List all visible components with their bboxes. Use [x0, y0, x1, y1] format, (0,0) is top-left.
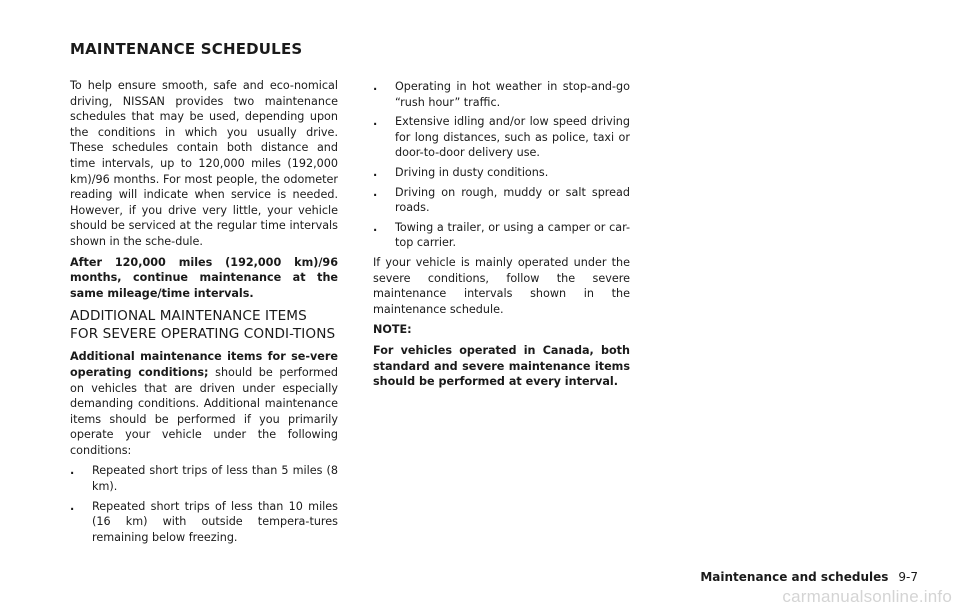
right-column: [373, 79, 630, 395]
severe-conditions-paragraph: If your vehicle is mainly operated under the severe conditions, follow the severe maintenance intervals shown in the maintenance schedule.: [373, 255, 630, 316]
note-text: For vehicles operated in Canada, both standard and severe maintenance items should be performed at every interval.: [373, 343, 630, 389]
additional-items-paragraph: [70, 349, 338, 458]
bullet-dot: .: [373, 185, 378, 199]
additional-items-text: should be performed on vehicles that are driven under especially demanding conditions. Additional maintenance items should be performed if you primarily operate your vehicle under the following conditions:: [70, 365, 338, 457]
section-subheading: ADDITIONAL MAINTENANCE ITEMS FOR SEVERE OPERATING CONDI-TIONS: [70, 308, 336, 343]
list-item-text: Towing a trailer, or using a camper or car-top carrier.: [395, 220, 630, 250]
list-item: [70, 463, 338, 494]
intro-paragraph: To help ensure smooth, safe and eco-nomical driving, NISSAN provides two maintenance schedules that may be used, depending upon the conditions in which you usually drive. These schedules contain both distance and time intervals, up to 120,000 miles (192,000 km)/96 months. For most people, the odometer reading will indicate when service is needed. However, if you drive very little, your vehicle should be serviced at the regular time intervals shown in the sche-dule.: [70, 79, 338, 248]
list-item: [373, 114, 630, 161]
bullet-dot: .: [373, 115, 378, 129]
bullet-dot: .: [373, 220, 378, 234]
list-item-text: Extensive idling and/or low speed driving for long distances, such as police, taxi or door-to-door delivery use.: [395, 115, 630, 160]
list-item-text: Driving in dusty conditions.: [395, 165, 549, 179]
list-item-text: Repeated short trips of less than 10 miles (16 km) with outside tempera-tures remaining below freezing.: [92, 499, 338, 544]
right-bullet-list: [373, 79, 630, 251]
list-item: [373, 165, 630, 181]
list-item-text: Operating in hot weather in stop-and-go “rush hour” traffic.: [395, 80, 630, 109]
page-title: MAINTENANCE SCHEDULES: [70, 40, 303, 58]
left-bullet-list: [70, 463, 338, 545]
note-label: NOTE:: [373, 323, 412, 337]
list-item-text: Driving on rough, muddy or salt spread roads.: [395, 185, 630, 215]
list-item: [373, 79, 630, 110]
bullet-dot: .: [70, 464, 75, 478]
list-item: [70, 499, 338, 546]
bullet-dot: .: [70, 499, 75, 513]
bullet-dot: .: [373, 80, 378, 93]
list-item: [373, 185, 630, 216]
list-item-text: Repeated short trips of less than 5 miles (8 km).: [92, 464, 338, 494]
page-footer: [700, 570, 918, 584]
after-mileage-note: After 120,000 miles (192,000 km)/96 months, continue maintenance at the same mileage/time intervals.: [70, 255, 338, 300]
additional-items-lead: Additional maintenance items for se-vere operating conditions;: [70, 350, 338, 379]
footer-section-title: Maintenance and schedules: [700, 570, 889, 584]
left-column: [70, 78, 338, 549]
page-number: 9-7: [898, 570, 918, 584]
list-item: [373, 220, 630, 251]
watermark: carmanualsonline.info: [782, 587, 952, 606]
bullet-dot: .: [373, 165, 378, 179]
